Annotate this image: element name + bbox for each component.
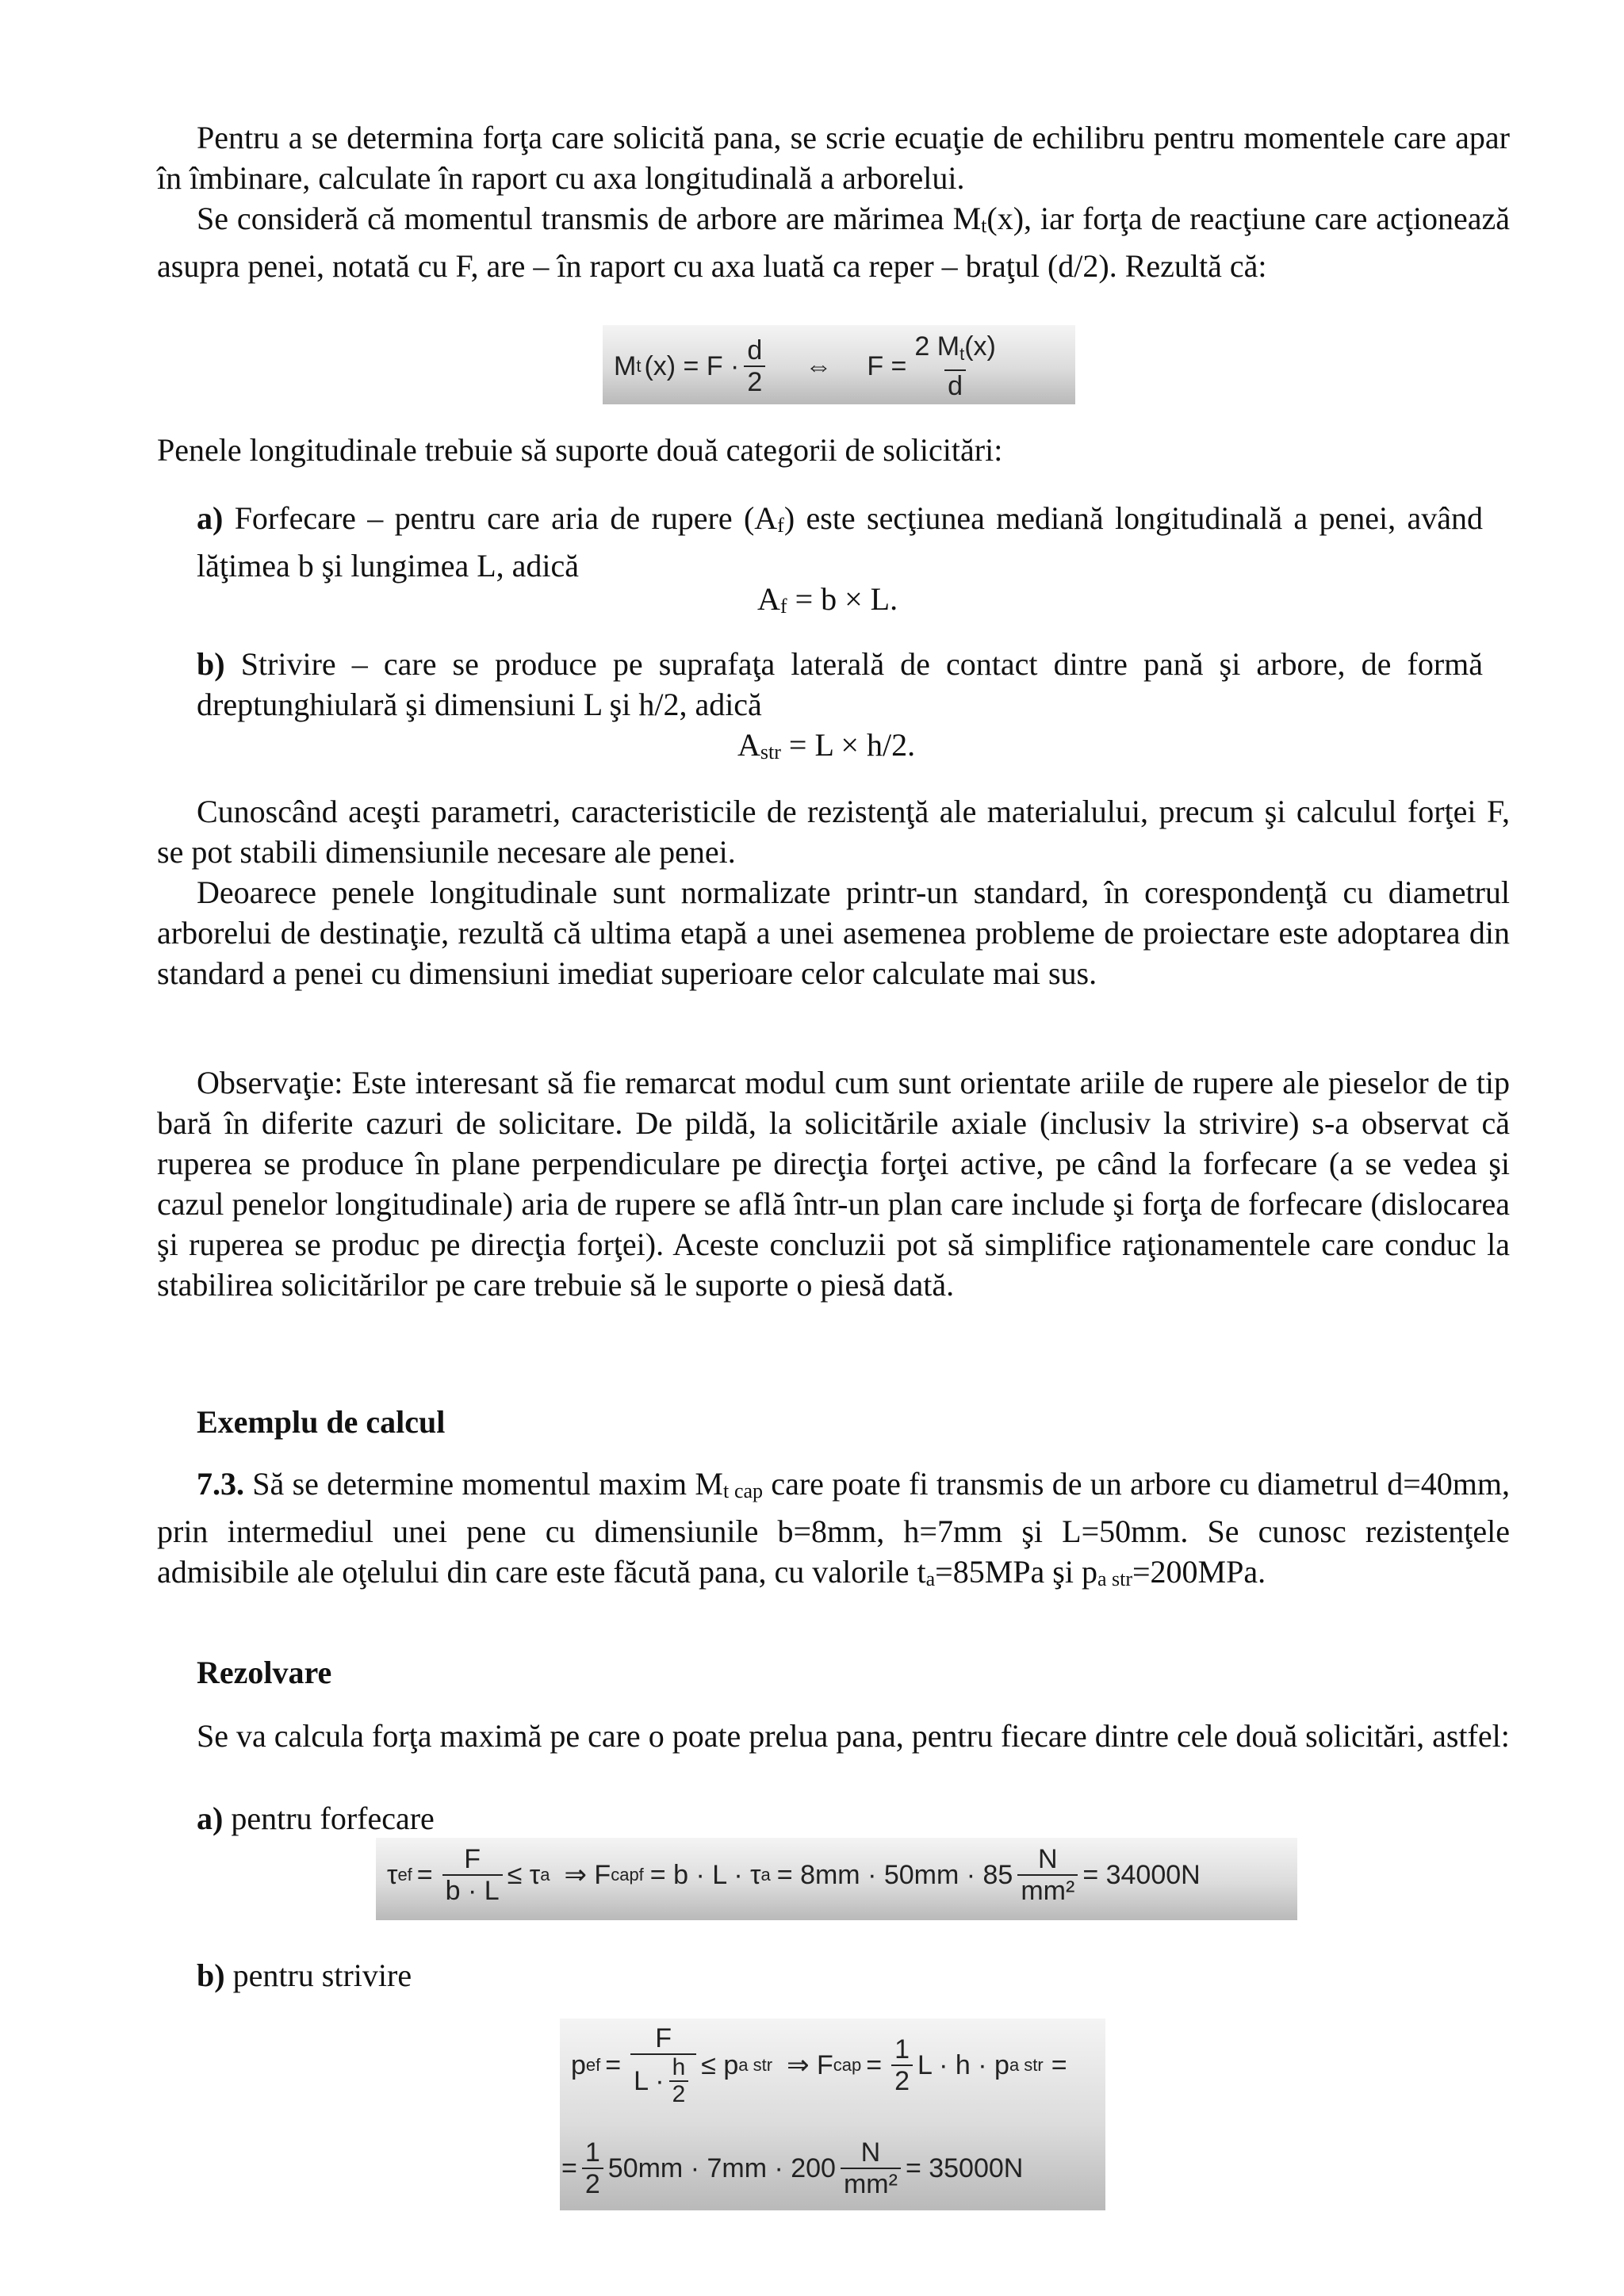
- label-crushing-case: b) pentru strivire: [197, 1957, 412, 1993]
- paragraph-moment: Se consideră că momentul transmis de arbore are mărimea $M_t(x)$, iar forţa de reacţiune care acţionează asupra penei, notată cu F, are – în raport cu axa luată ca reper – braţul (d/2). Rezultă că:: [157, 201, 1511, 284]
- fraction: $\frac{2 Mt(x)}{d}$: [914, 331, 996, 401]
- item-crushing: b) Strivire – care se produce pe suprafaţa laterală de contact dintre pană şi arbore, de formă dreptunghiulară şi dimensiuni L şi h/2, adică: [197, 646, 1484, 722]
- paragraph-categories: Penele longitudinale trebuie să suporte două categorii de solicitări:: [157, 432, 1003, 468]
- fraction: $\frac{F}{b \cdot L}$: [442, 1844, 503, 1906]
- paragraph-solution: Se va calcula forţa maximă pe care o poate prelua pana, pentru fiecare dintre cele două solicitări, astfel:: [197, 1718, 1510, 1754]
- formula-moment-force: M t (x) = F · d 2 ⇔ F = $\frac{2 Mt(x)}{d}$: [603, 325, 1075, 404]
- fraction: $\frac{1}{2}$: [891, 2034, 913, 2096]
- paragraph-parameters: Cunoscând aceşti parametri, caracteristicile de rezistenţă ale materialului, precum şi calculul forţei F, se pot stabili dimensiunile necesare ale penei.: [157, 794, 1510, 870]
- heading-solution: Rezolvare: [197, 1655, 332, 1690]
- formula-crushing-force: p ef = F L · h 2 ≤ p a str ⇒ F cap = $\frac{1}{2}$ L · h · p a str = = $\frac{1}{2}$ 50mm · 7mm · 200 $\frac{N}{\text{mm²}}$ = 35000N: [560, 2019, 1105, 2210]
- fraction: F L · h 2: [630, 2023, 696, 2107]
- equation-shear-area: $A_f = b \times L$.: [757, 581, 898, 618]
- heading-example: Exemplu de calcul: [197, 1404, 446, 1440]
- formula-shear-force: τ ef = $\frac{F}{b \cdot L}$ ≤ τ a ⇒ F capf = b · L · τ a = 8mm · 50mm · 85 $\frac{N}{\text{mm²}}$ = 34000N: [376, 1838, 1297, 1920]
- fraction: d 2: [744, 335, 765, 397]
- paragraph-intro: Pentru a se determina forţa care solicită pana, se scrie ecuaţie de echilibru pentru momentele care apar în îmbinare, calculate în raport cu axa longitudinală a arborelui.: [157, 120, 1510, 196]
- fraction: $\frac{N}{\text{mm²}}$: [1017, 1844, 1078, 1906]
- paragraph-observation: Observaţie: Este interesant să fie remarcat modul cum sunt orientate ariile de rupere ale pieselor de tip bară în diferite cazuri de solicitare. De pildă, la solicitările axiale (inclusiv la strivire) s-a observat că ruperea se produce în plane perpendiculare pe direcţia forţei active, pe când la forfecare (a se vedea şi cazul penelor longitudinale) aria de rupere se află într-un plan care include şi forţa de forfecare (dislocarea şi ruperea se produc pe direcţia forţei). Aceste concluzii pot să simplifice raţionamentele care conduc la stabilirea solicitărilor pe care trebuie să le suporte o piesă dată.: [157, 1065, 1510, 1303]
- equation-crushing-area: $A_{str} = L \times h/2$.: [737, 727, 916, 763]
- fraction: $\frac{N}{\text{mm²}}$: [841, 2137, 901, 2199]
- label-shear-case: a) pentru forfecare: [197, 1800, 435, 1836]
- paragraph-problem: 7.3. Să se determine momentul maxim $M_{t cap}$ care poate fi transmis de un arbore cu diametrul d=40mm, prin intermediul unei pene cu dimensiunile b=8mm, h=7mm şi L=50mm. Se cunosc rezistenţele admisibile ale oţelului din care este făcută pana, cu valorile $t_a=85MPa$ şi $p_{a str}=200MPa$.: [157, 1466, 1510, 1590]
- fraction: h 2: [669, 2055, 689, 2107]
- item-shear: a) Forfecare – pentru care aria de rupere $(A_f)$ este secţiunea mediană longitudinală a penei, având lăţimea b şi lungimea L, adică: [197, 500, 1484, 584]
- fraction: $\frac{1}{2}$: [582, 2137, 603, 2199]
- paragraph-standard: Deoarece penele longitudinale sunt normalizate printr-un standard, în corespondenţă cu diametrul arborelui de destinaţie, rezultă că ultima etapă a unei asemenea probleme de proiectare este adoptarea din standard a penei cu dimensiuni imediat superioare celor calculate mai sus.: [157, 874, 1510, 991]
